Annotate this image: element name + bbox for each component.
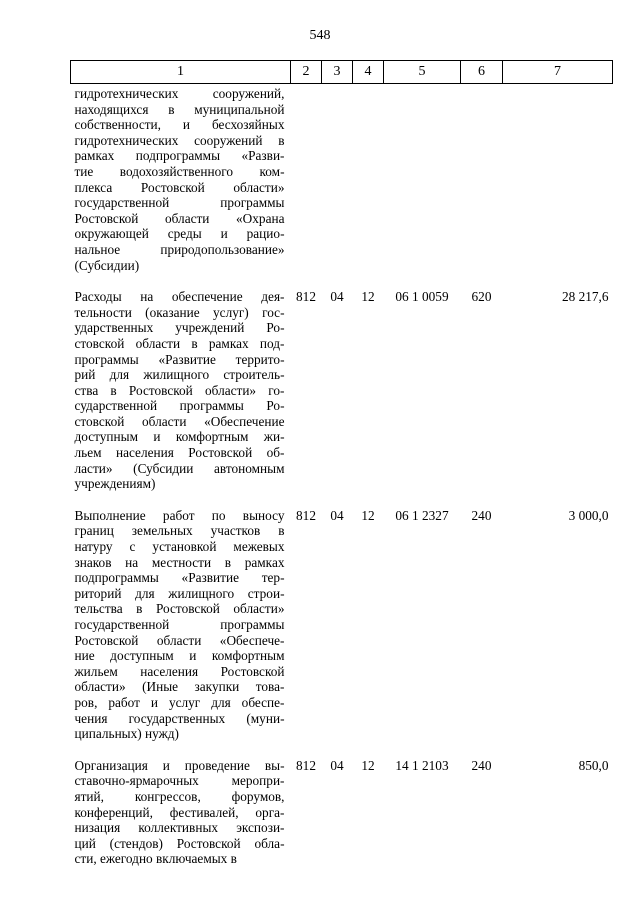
column-number-header-row <box>71 61 613 84</box>
column-header: 6 <box>461 61 503 84</box>
expense-type-code: 620 <box>471 289 492 305</box>
amount-value: 850,0 <box>578 757 609 773</box>
expense-type-code: 240 <box>471 507 492 523</box>
section-code: 04 <box>330 289 344 305</box>
description-line: области» (Иные закупки това- <box>74 679 285 695</box>
description-line: Ростовской области «Обеспече- <box>74 632 285 648</box>
description-line: ства в Ростовской области» го- <box>74 382 285 398</box>
subsection-code <box>353 84 384 274</box>
target-article-code <box>384 84 461 274</box>
description-line: ятий, конгрессов, форумов, <box>74 788 285 804</box>
description-line: ласти» (Субсидии автономным <box>74 460 285 476</box>
description-line: находящихся в муниципальной <box>74 101 285 117</box>
description-line: собственности, и бесхозяйных <box>74 117 285 133</box>
description-line: Ростовской области «Охрана <box>74 210 285 226</box>
amount-value: 3 000,0 <box>568 507 609 523</box>
description-line: тие водохозяйственного ком- <box>74 163 285 179</box>
description-line: ставочно-ярмарочных меропри- <box>74 773 285 789</box>
column-header: 3 <box>322 61 353 84</box>
table-row <box>71 508 613 742</box>
description-line: (Субсидии) <box>74 257 140 273</box>
grbs-code: 812 <box>296 507 316 523</box>
column-header: 7 <box>503 61 613 84</box>
description-line: натуру с установкой межевых <box>74 539 285 555</box>
grbs-code <box>291 84 322 274</box>
description-line: границ земельных участков в <box>74 523 285 539</box>
description-line: конференций, фестивалей, орга- <box>74 804 285 820</box>
description-line: рамках подпрограммы «Разви- <box>74 148 285 164</box>
column-header: 2 <box>291 61 322 84</box>
column-header: 4 <box>353 61 384 84</box>
description-line: риторий для жилищного строи- <box>74 585 285 601</box>
description-line: льем населения Ростовской об- <box>74 445 285 461</box>
expense-description <box>71 289 291 492</box>
description-line: Выполнение работ по выносу <box>74 507 285 523</box>
description-line: учреждениям) <box>74 476 156 492</box>
table-row <box>71 758 613 867</box>
grbs-code: 812 <box>296 289 316 305</box>
description-line: гидротехнических сооружений, <box>74 86 285 101</box>
subsection-code: 12 <box>361 757 375 773</box>
budget-table-body <box>71 84 613 867</box>
section-code: 04 <box>330 757 344 773</box>
description-line: сударственной программы Ро- <box>74 398 285 414</box>
expense-type-code <box>461 84 503 274</box>
row-spacer <box>71 742 613 758</box>
description-line: рий для жилищного строитель- <box>74 367 285 383</box>
description-line: стовской области «Обеспечение <box>74 413 285 429</box>
row-spacer <box>71 492 613 508</box>
description-line: ципальных) нужд) <box>74 726 179 742</box>
description-line: плекса Ростовской области» <box>74 179 285 195</box>
column-header: 1 <box>71 61 291 84</box>
description-line: ударственных учреждений Ро- <box>74 320 285 336</box>
description-line: низация коллективных экспози- <box>74 820 285 836</box>
description-line: окружающей среды и рацио- <box>74 226 285 242</box>
description-line: тельности (оказание услуг) гос- <box>74 304 285 320</box>
table-row <box>71 84 613 274</box>
target-article-code: 14 1 2103 <box>395 757 449 773</box>
description-line: ние доступным и комфортным <box>74 648 285 664</box>
description-line: чения государственных (муни- <box>74 710 285 726</box>
description-line: Организация и проведение вы- <box>74 757 285 773</box>
table-row <box>71 289 613 492</box>
expense-description <box>71 508 291 742</box>
description-line: доступным и комфортным жи- <box>74 429 285 445</box>
subsection-code: 12 <box>361 289 375 305</box>
description-line: государственной программы <box>74 195 285 211</box>
description-line: государственной программы <box>74 617 285 632</box>
description-line: жильем населения Ростовской <box>74 663 285 679</box>
expense-description <box>71 84 291 274</box>
target-article-code: 06 1 0059 <box>395 289 449 305</box>
expense-description <box>71 758 291 867</box>
description-line: ций (стендов) Ростовской обла- <box>74 835 285 851</box>
description-line: стовской области в рамках под- <box>74 335 285 351</box>
target-article-code: 06 1 2327 <box>395 507 449 523</box>
description-line: тельства в Ростовской области» <box>74 601 285 617</box>
description-line: нальное природопользование» <box>74 241 285 257</box>
row-spacer <box>71 273 613 289</box>
subsection-code: 12 <box>361 507 375 523</box>
grbs-code: 812 <box>296 757 316 773</box>
page-number: 548 <box>309 28 331 43</box>
section-code <box>322 84 353 274</box>
description-line: подпрограммы «Развитие тер- <box>74 570 285 586</box>
description-line: гидротехнических сооружений в <box>74 132 285 148</box>
description-line: Расходы на обеспечение дея- <box>74 289 285 305</box>
description-line: ров, работ и услуг для обеспе- <box>74 694 285 710</box>
amount-value: 28 217,6 <box>561 289 609 305</box>
column-header: 5 <box>384 61 461 84</box>
description-line: сти, ежегодно включаемых в <box>74 851 237 867</box>
description-line: знаков на местности в рамках <box>74 554 285 570</box>
description-line: программы «Развитие террито- <box>74 351 285 367</box>
budget-table <box>70 60 613 867</box>
expense-type-code: 240 <box>471 757 492 773</box>
amount-value <box>503 84 613 274</box>
section-code: 04 <box>330 507 344 523</box>
